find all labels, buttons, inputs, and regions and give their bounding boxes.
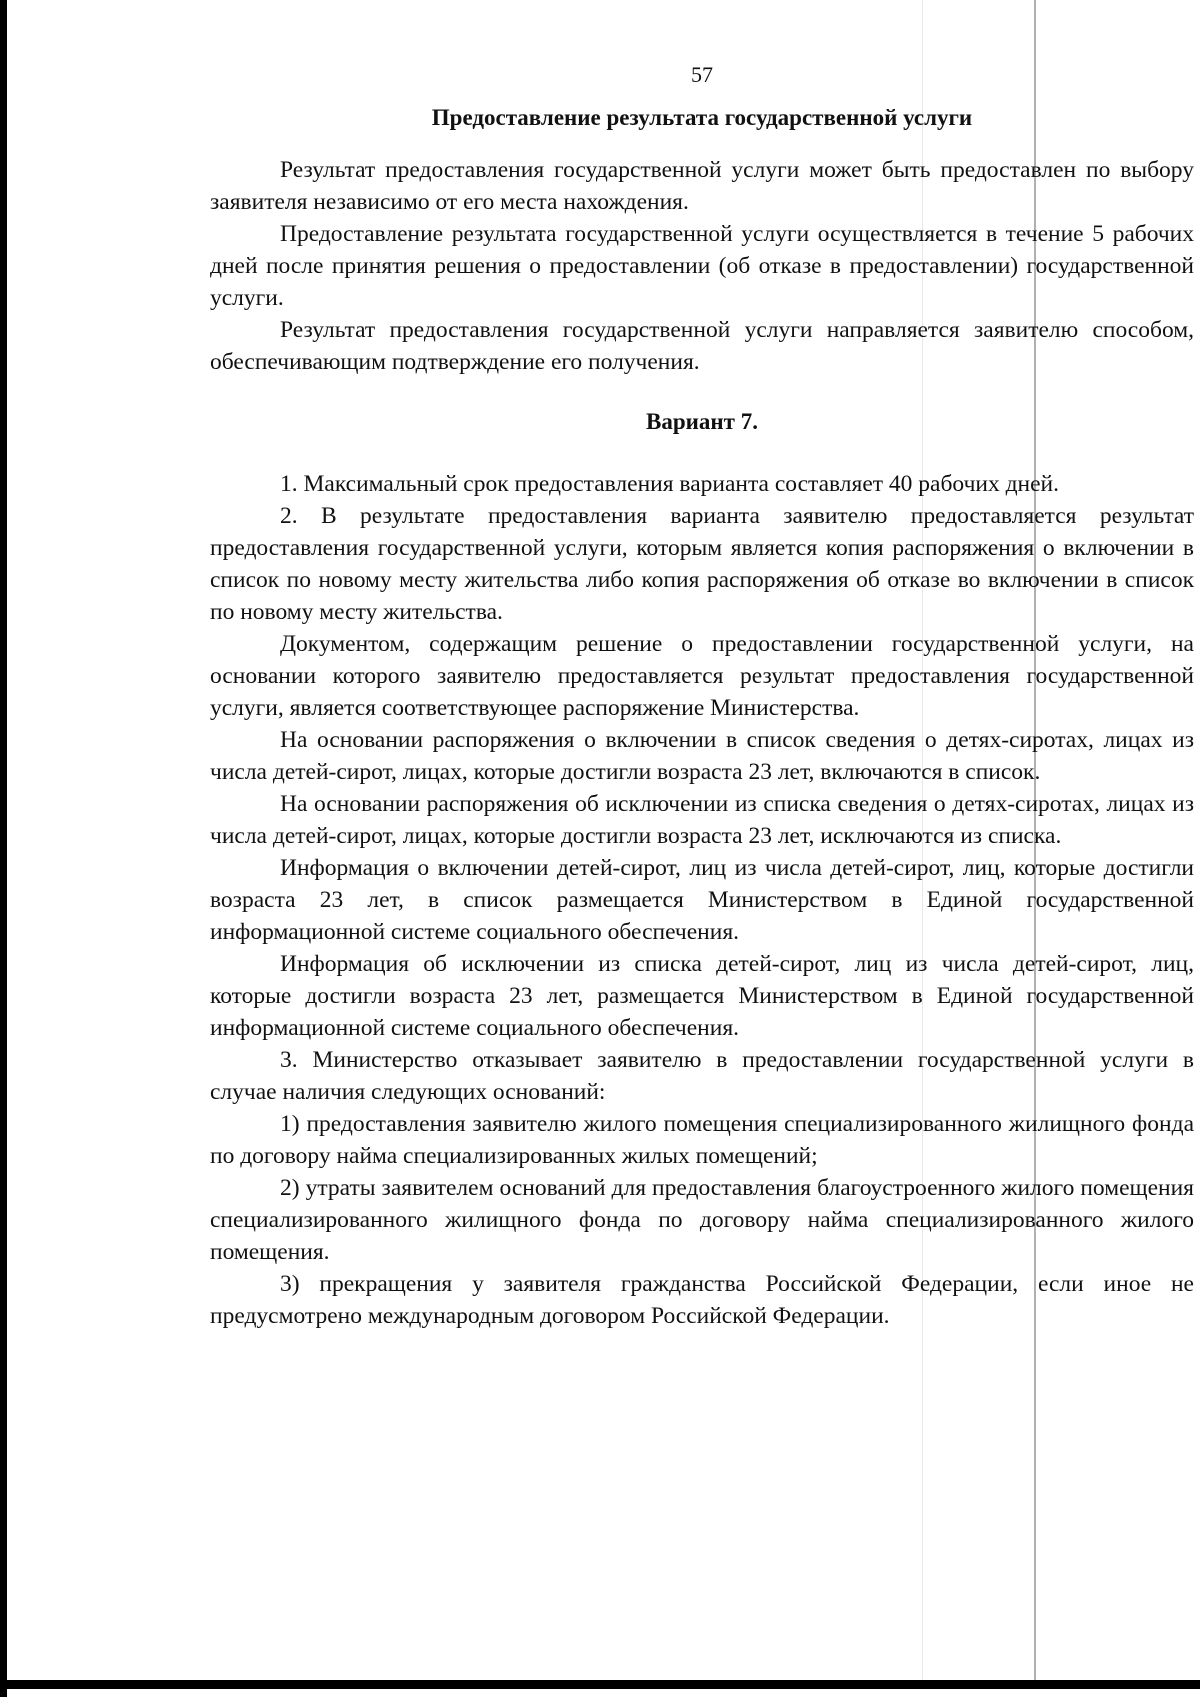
variant-paragraph: Документом, содержащим решение о предоставлении государственной услуги, на основании которого заявителю предоставляется результат предоставления государственной услуги, является соответствующее распоряжение Министерства.	[210, 631, 1194, 721]
variant-paragraph: 3. Министерство отказывает заявителю в предоставлении государственной услуги в случае наличия следующих оснований:	[210, 1047, 1194, 1105]
page-number: 57	[691, 62, 713, 87]
scan-border-bottom	[0, 1680, 1200, 1689]
heading-result: Предоставление результата государственной услуги	[431, 105, 973, 130]
variant-paragraph: 1. Максимальный срок предоставления варианта составляет 40 рабочих дней.	[280, 471, 1060, 497]
variant-paragraph: Информация о включении детей-сирот, лиц из числа детей-сирот, лиц, которые достигли возраста 23 лет, в список размещается Министерством в Единой государственной информационной системе социального обеспечения.	[210, 855, 1194, 945]
variant-paragraph: На основании распоряжения о включении в список сведения о детях-сиротах, лицах из числа детей-сирот, лицах, которые достигли возраста 23 лет, включаются в список.	[210, 727, 1194, 785]
variant-paragraph: 2. В результате предоставления варианта заявителю предоставляется результат предоставления государственной услуги, которым является копия распоряжения о включении в список по новому месту жительства либо копия распоряжения об отказе во включении в список по новому месту жительства.	[210, 503, 1194, 625]
spacer	[210, 134, 1194, 154]
variant-paragraph: На основании распоряжения об исключении из списка сведения о детях-сиротах, лицах из числа детей-сирот, лицах, которые достигли возраста 23 лет, исключаются из списка.	[210, 791, 1194, 849]
spacer	[210, 378, 1194, 406]
scan-border-left	[0, 0, 7, 1697]
variant-paragraph: 2) утраты заявителем оснований для предоставления благоустроенного жилого помещения специализированного жилищного фонда по договору найма специализированного жилого помещения.	[210, 1175, 1194, 1265]
variant-paragraph: 3) прекращения у заявителя гражданства Российской Федерации, если иное не предусмотрено международным договором Российской Федерации.	[210, 1271, 1194, 1329]
result-paragraph: Предоставление результата государственной услуги осуществляется в течение 5 рабочих дней после принятия решения о предоставлении (об отказе в предоставлении) государственной услуги.	[210, 221, 1194, 311]
result-paragraph: Результат предоставления государственной услуги может быть предоставлен по выбору заявителя независимо от его места нахождения.	[210, 157, 1194, 215]
document-body	[210, 60, 1194, 1332]
variant-paragraph: Информация об исключении из списка детей-сирот, лиц из числа детей-сирот, лиц, которые достигли возраста 23 лет, размещается Министерством в Единой государственной информационной системе социального обеспечения.	[210, 951, 1194, 1041]
variant-paragraph: 1) предоставления заявителю жилого помещения специализированного жилищного фонда по договору найма специализированных жилых помещений;	[210, 1111, 1194, 1169]
heading-variant: Вариант 7.	[646, 409, 758, 434]
spacer	[210, 438, 1194, 468]
result-paragraph: Результат предоставления государственной услуги направляется заявителю способом, обеспечивающим подтверждение его получения.	[210, 317, 1194, 375]
